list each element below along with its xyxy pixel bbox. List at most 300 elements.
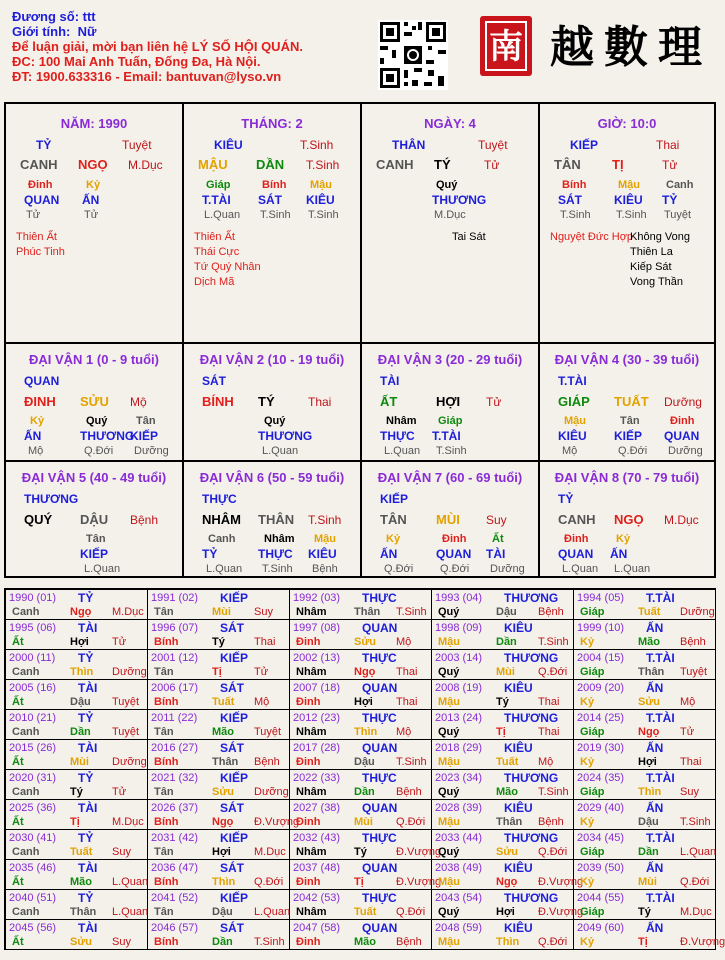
year-truong-sinh: Mộ — [396, 726, 412, 738]
dai-van-can: BÍNH — [202, 394, 234, 409]
year-can: Bính — [154, 756, 179, 768]
dai-van-hidden-star: ẤN — [24, 429, 42, 443]
year-cell[interactable] — [290, 800, 432, 830]
svg-text:數: 數 — [604, 22, 648, 73]
year-chi: Tị — [70, 816, 80, 828]
year-label: 1991 (02) — [151, 592, 199, 604]
year-chi: Mùi — [496, 666, 515, 678]
year-cell[interactable] — [290, 650, 432, 680]
year-cell[interactable] — [290, 620, 432, 650]
year-cell[interactable] — [574, 620, 716, 650]
year-chi: Dần — [212, 936, 233, 948]
hidden-can: Bính — [562, 179, 587, 191]
dai-van-hidden-ts: T.Sinh — [262, 563, 293, 575]
year-star: T.TÀI — [646, 771, 675, 785]
hidden-star: ẤN — [82, 193, 100, 207]
year-truong-sinh: Q.Đới — [538, 846, 568, 858]
year-can: Ất — [12, 936, 24, 948]
year-label: 2021 (32) — [151, 772, 199, 784]
year-cell[interactable] — [148, 740, 290, 770]
annual-luck-grid — [4, 588, 725, 950]
dai-van-hidden-can: Giáp — [438, 415, 463, 427]
year-label: 2041 (52) — [151, 892, 199, 904]
than-sat: Kiếp Sát — [630, 261, 672, 273]
year-star: KIÊU — [504, 741, 533, 755]
year-cell[interactable] — [6, 650, 148, 680]
year-star: SÁT — [220, 741, 244, 755]
year-cell[interactable] — [290, 830, 442, 860]
year-star: ẤN — [646, 741, 664, 755]
dai-van-hidden-star: QUAN — [436, 547, 472, 561]
year-cell[interactable] — [148, 860, 290, 890]
year-cell[interactable] — [432, 710, 574, 740]
year-truong-sinh: Bệnh — [396, 786, 422, 798]
dai-van-hidden-can: Kỷ — [616, 533, 631, 545]
year-cell[interactable] — [148, 830, 290, 860]
year-can: Bính — [154, 696, 179, 708]
year-cell[interactable] — [6, 860, 148, 890]
year-label: 2007 (18) — [293, 682, 341, 694]
dai-van-hidden-ts: Q.Đới — [618, 445, 648, 457]
hidden-ts: T.Sinh — [616, 209, 647, 221]
year-can: Ất — [12, 636, 24, 648]
year-can: Tân — [154, 786, 174, 798]
hidden-star: KIÊU — [306, 193, 335, 207]
year-cell[interactable] — [290, 920, 432, 950]
than-sat: Thiên Ất — [194, 231, 235, 243]
year-star: TÀI — [78, 741, 98, 755]
year-label: 2029 (40) — [577, 802, 625, 814]
hidden-can: Giáp — [206, 179, 231, 191]
year-cell[interactable] — [432, 620, 574, 650]
year-chi: Dần — [496, 636, 517, 648]
year-chi: Mão — [212, 726, 234, 738]
year-chi: Sửu — [638, 696, 661, 708]
dai-van-hidden-ts: L.Quan — [562, 563, 599, 575]
year-star: SÁT — [220, 921, 244, 935]
year-can: Canh — [12, 846, 40, 858]
year-can: Nhâm — [296, 906, 327, 918]
year-can: Nhâm — [296, 786, 327, 798]
year-can: Tân — [154, 906, 174, 918]
year-cell[interactable] — [432, 830, 574, 860]
than-sat: Phúc Tinh — [16, 246, 65, 258]
year-can: Nhâm — [296, 846, 327, 858]
year-star: TÀI — [78, 921, 98, 935]
year-truong-sinh: Suy — [254, 606, 273, 618]
year-star: THƯƠNG — [504, 711, 559, 725]
year-can: Ất — [12, 816, 24, 828]
year-label: 1996 (07) — [151, 622, 199, 634]
year-chi: Sửu — [70, 936, 93, 948]
year-chi: Thìn — [70, 666, 94, 678]
contact-line-1: Để luận giải, mời bạn liên hệ LÝ SỐ HỘI QUÁN. — [12, 39, 303, 54]
dai-van-chi: TUẤT — [614, 394, 649, 409]
year-cell[interactable] — [148, 890, 290, 920]
year-star: THỰC — [362, 831, 397, 845]
year-cell[interactable] — [6, 590, 148, 620]
dai-van-hidden-ts: Mộ — [562, 445, 578, 457]
dai-van-hidden-can: Mậu — [564, 415, 586, 427]
year-label: 1999 (10) — [577, 622, 625, 634]
year-can: Đinh — [296, 696, 321, 708]
year-truong-sinh: Mộ — [680, 696, 696, 708]
year-cell[interactable] — [148, 680, 290, 710]
year-cell[interactable] — [574, 590, 716, 620]
year-cell[interactable] — [148, 650, 290, 680]
year-can: Canh — [12, 786, 40, 798]
dai-van-hidden-star: THỰC — [380, 429, 415, 443]
than-sat: Không Vong — [630, 231, 690, 243]
pillar-1 — [184, 104, 362, 344]
year-cell[interactable] — [432, 740, 574, 770]
year-label: 2004 (15) — [577, 652, 625, 664]
pillar-star-ts: Tuyệt — [478, 138, 508, 152]
year-truong-sinh: Tuyệt — [112, 696, 140, 708]
year-truong-sinh: Bệnh — [396, 936, 422, 948]
year-can: Giáp — [580, 666, 605, 678]
year-can: Mậu — [438, 636, 460, 648]
year-cell[interactable] — [148, 590, 290, 620]
year-label: 2030 (41) — [9, 832, 57, 844]
dai-van-hidden-ts: L.Quan — [384, 445, 421, 457]
dai-van-title: ĐẠI VẬN 4 (30 - 39 tuổi) — [554, 352, 700, 367]
year-star: SÁT — [220, 621, 244, 635]
pillar-ts: T.Sinh — [306, 158, 340, 172]
dai-van-chi: SỬU — [80, 394, 109, 409]
dai-van-can: QUÝ — [24, 512, 53, 527]
dai-van-can: NHÂM — [202, 512, 241, 527]
year-cell[interactable] — [6, 770, 148, 800]
year-star: TỶ — [78, 591, 94, 605]
year-label: 2047 (58) — [293, 922, 341, 934]
hidden-star: THƯƠNG — [432, 193, 487, 207]
year-label: 2017 (28) — [293, 742, 341, 754]
year-can: Tân — [154, 726, 174, 738]
hidden-star: TỶ — [662, 193, 678, 207]
year-star: QUAN — [362, 801, 398, 815]
year-cell[interactable] — [574, 920, 725, 950]
year-cell[interactable] — [574, 680, 716, 710]
hidden-ts: T.Sinh — [260, 209, 291, 221]
year-cell[interactable] — [432, 680, 574, 710]
year-chi: Mão — [70, 876, 92, 888]
dai-van-hidden-ts: Q.Đới — [440, 563, 470, 575]
year-chi: Dậu — [496, 606, 517, 618]
year-cell[interactable] — [290, 680, 432, 710]
year-label: 2013 (24) — [435, 712, 483, 724]
year-label: 2008 (19) — [435, 682, 483, 694]
dai-van-hidden-ts: T.Sinh — [436, 445, 467, 457]
pillar-chi: TÝ — [434, 157, 451, 172]
year-label: 2035 (46) — [9, 862, 57, 874]
year-can: Canh — [12, 906, 40, 918]
year-cell[interactable] — [6, 680, 148, 710]
year-can: Canh — [12, 606, 40, 618]
year-chi: Tị — [638, 936, 648, 948]
hidden-star: KIÊU — [614, 193, 643, 207]
year-can: Tân — [154, 606, 174, 618]
year-label: 2038 (49) — [435, 862, 483, 874]
year-cell[interactable] — [574, 650, 716, 680]
year-star: KIẾP — [220, 711, 249, 725]
year-can: Canh — [12, 666, 40, 678]
year-can: Đinh — [296, 816, 321, 828]
year-star: ẤN — [646, 621, 664, 635]
svg-text:南: 南 — [489, 27, 523, 67]
year-star: SÁT — [220, 801, 244, 815]
year-chi: Sửu — [354, 636, 377, 648]
year-cell[interactable] — [6, 830, 148, 860]
dai-van-star: THỰC — [202, 492, 237, 506]
hidden-can: Đinh — [28, 179, 53, 191]
year-truong-sinh: Bệnh — [254, 756, 280, 768]
year-label: 2028 (39) — [435, 802, 483, 814]
dai-van-hidden-star: THƯƠNG — [80, 429, 135, 443]
than-sat: Thiên La — [630, 246, 673, 258]
year-label: 1992 (03) — [293, 592, 341, 604]
year-chi: Thìn — [638, 786, 662, 798]
year-truong-sinh: Dưỡng — [112, 756, 147, 768]
year-chi: Tuất — [70, 846, 93, 858]
year-cell[interactable] — [148, 920, 290, 950]
year-cell[interactable] — [290, 860, 442, 890]
year-truong-sinh: L.Quan — [254, 906, 291, 918]
dai-van-hidden-can: Quý — [264, 415, 286, 427]
year-can: Quý — [438, 786, 460, 798]
year-label: 2010 (21) — [9, 712, 57, 724]
year-star: ẤN — [646, 921, 664, 935]
year-can: Đinh — [296, 936, 321, 948]
year-chi: Thân — [496, 816, 523, 828]
dai-van-hidden-star: THỰC — [258, 547, 293, 561]
dai-van-star: TỶ — [558, 492, 574, 506]
year-star: TÀI — [78, 801, 98, 815]
year-star: TÀI — [78, 681, 98, 695]
pillar-3 — [540, 104, 714, 344]
contact-address: ĐC: 100 Mai Anh Tuấn, Đống Đa, Hà Nội. — [12, 54, 261, 69]
qr-code-icon[interactable] — [378, 20, 448, 90]
year-can: Nhâm — [296, 666, 327, 678]
dai-van-hidden-can: Mậu — [314, 533, 336, 545]
year-cell[interactable] — [432, 770, 574, 800]
year-can: Kỷ — [580, 936, 595, 948]
year-truong-sinh: M.Dục — [680, 906, 712, 918]
year-truong-sinh: Suy — [112, 846, 131, 858]
year-truong-sinh: Dưỡng — [112, 666, 147, 678]
pillar-star-ts: Thai — [656, 138, 680, 152]
year-cell[interactable] — [574, 740, 716, 770]
year-chi: Thân — [638, 666, 665, 678]
year-star: ẤN — [646, 681, 664, 695]
year-can: Kỷ — [580, 816, 595, 828]
year-truong-sinh: Đ.Vượng — [538, 906, 584, 918]
dai-van-star: QUAN — [24, 374, 60, 388]
year-truong-sinh: Tử — [112, 636, 127, 648]
year-label: 2032 (43) — [293, 832, 341, 844]
year-truong-sinh: T.Sinh — [254, 936, 285, 948]
year-label: 2000 (11) — [9, 652, 56, 664]
dai-van-hidden-star: TỶ — [202, 547, 218, 561]
year-truong-sinh: Đ.Vượng — [680, 936, 725, 948]
year-truong-sinh: T.Sinh — [680, 816, 711, 828]
year-cell[interactable] — [432, 650, 574, 680]
dai-van-star: SÁT — [202, 374, 226, 388]
year-cell[interactable] — [432, 590, 574, 620]
year-truong-sinh: Đ.Vượng — [396, 846, 442, 858]
svg-text:越: 越 — [550, 22, 594, 73]
year-label: 2043 (54) — [435, 892, 483, 904]
pillar-can: MẬU — [198, 157, 228, 172]
year-truong-sinh: Thai — [254, 636, 276, 648]
year-star: TỶ — [78, 891, 94, 905]
year-cell[interactable] — [574, 800, 716, 830]
year-cell[interactable] — [6, 800, 148, 830]
year-chi: Mùi — [354, 816, 373, 828]
gender-line — [12, 24, 303, 39]
dai-van-ts: Bệnh — [130, 513, 159, 527]
dai-van-title: ĐẠI VẬN 8 (70 - 79 tuổi) — [554, 470, 700, 485]
year-can: Kỷ — [580, 876, 595, 888]
year-cell[interactable] — [574, 710, 716, 740]
year-star: KIÊU — [504, 921, 533, 935]
year-truong-sinh: Mộ — [396, 636, 412, 648]
year-truong-sinh: Đ.Vượng — [396, 876, 442, 888]
year-truong-sinh: Tử — [680, 726, 695, 738]
year-cell[interactable] — [290, 890, 432, 920]
year-cell[interactable] — [432, 800, 574, 830]
year-label: 2015 (26) — [9, 742, 57, 754]
pillar-title: GIỜ: 10:0 — [597, 116, 657, 131]
dai-van-hidden-can: Kỷ — [30, 415, 45, 427]
dai-van-hidden-star: T.TÀI — [432, 429, 461, 443]
year-chi: Tuất — [354, 906, 377, 918]
year-truong-sinh: Thai — [396, 666, 418, 678]
year-cell[interactable] — [290, 590, 432, 620]
bazi-chart — [4, 102, 716, 578]
year-star: THƯƠNG — [504, 831, 559, 845]
dai-van-hidden-ts: L.Quan — [84, 563, 121, 575]
gender-label: Giới tính: — [12, 24, 71, 39]
year-can: Bính — [154, 876, 179, 888]
dai-van-hidden-star: ẤN — [380, 547, 398, 561]
year-truong-sinh: T.Sinh — [538, 636, 569, 648]
year-label: 2033 (44) — [435, 832, 483, 844]
year-cell[interactable] — [574, 770, 716, 800]
hidden-ts: M.Dục — [434, 209, 466, 221]
nam-viet-so-ly-logo — [478, 10, 708, 82]
dai-van-hidden-ts: Dưỡng — [668, 445, 703, 457]
year-can: Giáp — [580, 726, 605, 738]
year-star: QUAN — [362, 921, 398, 935]
year-cell[interactable] — [6, 740, 148, 770]
year-chi: Ngọ — [212, 816, 234, 828]
year-cell[interactable] — [6, 620, 148, 650]
year-cell[interactable] — [148, 770, 290, 800]
year-truong-sinh: Q.Đới — [538, 666, 568, 678]
year-cell[interactable] — [6, 920, 148, 950]
year-can: Kỷ — [580, 696, 595, 708]
dai-van-ts: Suy — [486, 513, 507, 527]
year-star: THỰC — [362, 771, 397, 785]
year-label: 2009 (20) — [577, 682, 625, 694]
year-truong-sinh: L.Quan — [112, 876, 149, 888]
year-cell[interactable] — [148, 710, 290, 740]
year-cell[interactable] — [148, 800, 300, 830]
year-cell[interactable] — [6, 710, 148, 740]
year-cell[interactable] — [290, 740, 432, 770]
year-truong-sinh: T.Sinh — [538, 786, 569, 798]
dai-van-3 — [362, 344, 540, 462]
year-chi: Dần — [70, 726, 91, 738]
year-can: Giáp — [580, 846, 605, 858]
gender-value: Nữ — [77, 24, 97, 39]
dai-van-hidden-can: Ất — [492, 533, 504, 545]
pillar-star: TỶ — [36, 138, 52, 152]
dai-van-hidden-can: Tân — [136, 415, 156, 427]
dai-van-hidden-can: Kỷ — [386, 533, 401, 545]
year-cell[interactable] — [432, 920, 574, 950]
hidden-can: Mậu — [310, 179, 332, 191]
year-star: KIÊU — [504, 861, 533, 875]
year-truong-sinh: Bệnh — [538, 606, 564, 618]
pillar-title: NGÀY: 4 — [424, 116, 476, 131]
year-chi: Ngọ — [638, 726, 660, 738]
year-chi: Tý — [638, 906, 651, 918]
year-star: THƯƠNG — [504, 651, 559, 665]
year-chi: Hợi — [70, 636, 89, 648]
year-label: 2014 (25) — [577, 712, 625, 724]
year-truong-sinh: Bệnh — [680, 636, 706, 648]
year-cell[interactable] — [6, 890, 148, 920]
dai-van-hidden-star: THƯƠNG — [258, 429, 313, 443]
hidden-ts: Tuyệt — [664, 209, 692, 221]
pillar-chi: DẦN — [256, 157, 285, 172]
year-cell[interactable] — [290, 710, 432, 740]
dai-van-hidden-ts: L.Quan — [206, 563, 243, 575]
pillar-star-ts: T.Sinh — [300, 138, 334, 152]
pillar-2 — [362, 104, 540, 344]
year-star: T.TÀI — [646, 591, 675, 605]
year-label: 2011 (22) — [151, 712, 198, 724]
year-label: 2001 (12) — [151, 652, 199, 664]
year-cell[interactable] — [574, 860, 716, 890]
pillar-ts: M.Dục — [128, 158, 163, 172]
year-cell[interactable] — [432, 860, 584, 890]
hidden-can: Canh — [666, 179, 694, 191]
year-cell[interactable] — [574, 830, 716, 860]
dai-van-hidden-ts: L.Quan — [614, 563, 651, 575]
year-chi: Mùi — [70, 756, 89, 768]
year-star: THƯƠNG — [504, 891, 559, 905]
year-can: Ất — [12, 756, 24, 768]
year-chi: Tị — [354, 876, 364, 888]
year-label: 1998 (09) — [435, 622, 483, 634]
year-label: 2048 (59) — [435, 922, 483, 934]
year-truong-sinh: Q.Đới — [538, 936, 568, 948]
year-cell[interactable] — [574, 890, 716, 920]
year-chi: Tị — [496, 726, 506, 738]
hidden-can: Kỷ — [86, 179, 101, 191]
dai-van-can: GIÁP — [558, 394, 590, 409]
year-cell[interactable] — [432, 890, 584, 920]
year-truong-sinh: Mộ — [538, 756, 554, 768]
year-cell[interactable] — [290, 770, 432, 800]
year-star: TÀI — [78, 621, 98, 635]
year-cell[interactable] — [148, 620, 290, 650]
dai-van-star: KIẾP — [380, 492, 409, 506]
year-star: QUAN — [362, 681, 398, 695]
